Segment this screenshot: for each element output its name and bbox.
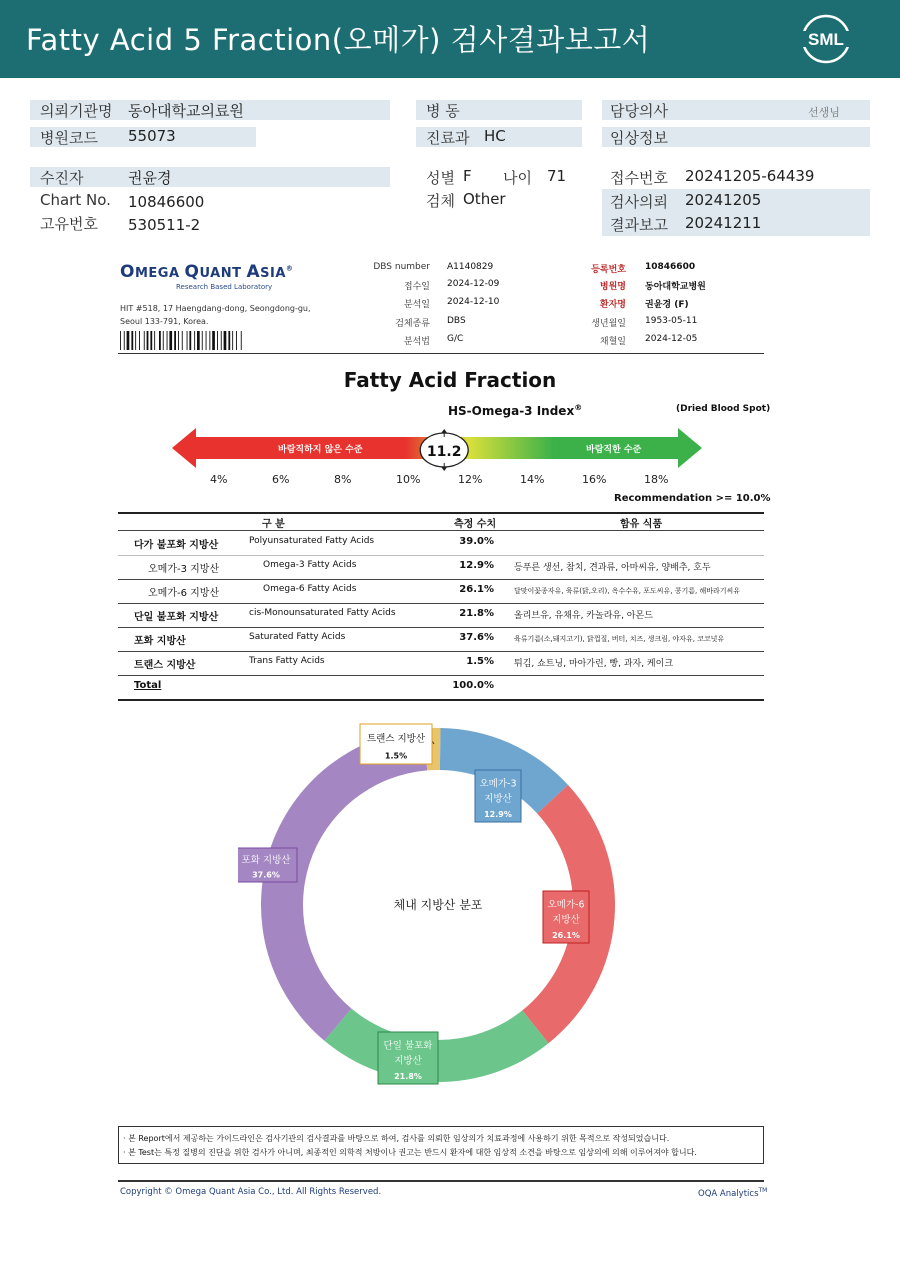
request-label: 검사의뢰 <box>610 193 668 211</box>
hospital-code-label: 병원코드 <box>40 129 98 147</box>
doctor-suffix: 선생님 <box>808 106 840 119</box>
brand: OQA Analytics™ <box>698 1187 768 1199</box>
barcode-bar <box>241 331 242 350</box>
copyright: Copyright © Omega Quant Asia Co., Ltd. All Rights Reserved. <box>120 1187 382 1197</box>
gauge-tick-label: 18% <box>644 473 669 486</box>
table-row <box>118 603 764 627</box>
barcode-bar <box>169 331 172 350</box>
row-english-name: Saturated Fatty Acids <box>249 632 346 642</box>
dept-value: HC <box>484 127 506 145</box>
row-english-name: Polyunsaturated Fatty Acids <box>249 536 375 546</box>
meta-left-label: 접수일 <box>403 282 430 292</box>
meta-right-value: 10846600 <box>645 262 696 272</box>
meta-left-value: 2024-12-09 <box>447 279 500 289</box>
table-top-line <box>118 512 764 514</box>
row-value: 37.6% <box>459 632 494 643</box>
meta-right-value: 2024-12-05 <box>645 334 698 344</box>
sex-value: F <box>463 167 472 185</box>
gauge-tick-label: 6% <box>272 473 290 486</box>
receipt-label: 접수번호 <box>610 169 668 187</box>
barcode-bar <box>194 331 195 350</box>
slice-name: 오메가-3 <box>479 778 517 790</box>
id-value: 530511-2 <box>128 216 201 234</box>
meta-right-label: 등록번호 <box>591 265 626 275</box>
donut-slice-label <box>378 1032 438 1084</box>
donut-slice-label <box>360 724 432 764</box>
meta-right-label: 환자명 <box>599 300 626 310</box>
row-value: 26.1% <box>459 584 494 595</box>
clinical-label: 임상정보 <box>610 129 668 147</box>
barcode-bar <box>131 331 133 350</box>
fatty-acid-distribution-chart <box>238 700 638 1100</box>
meta-right-value: 권윤경 (F) <box>645 300 689 310</box>
gauge-tick-label: 14% <box>520 473 545 486</box>
barcode-bar <box>135 331 136 350</box>
barcode-bar <box>224 331 227 350</box>
name-bar <box>30 167 390 187</box>
barcode-bar <box>202 331 203 350</box>
omega3-index-gauge <box>170 424 710 476</box>
row-value: 21.8% <box>459 608 494 619</box>
name-label: 수진자 <box>40 169 84 187</box>
row-category: 오메가-3 지방산 <box>148 564 220 575</box>
slice-name: 지방산 <box>552 914 580 926</box>
row-category: 포화 지방산 <box>134 636 186 647</box>
row-category: Total <box>134 680 162 691</box>
row-value: 100.0% <box>452 680 494 691</box>
barcode-bar <box>163 331 164 350</box>
row-english-name: Omega-3 Fatty Acids <box>263 560 357 570</box>
gauge-left-text: 바람직하지 않은 수준 <box>278 445 363 455</box>
slice-name: 단일 불포화 <box>383 1040 433 1052</box>
slice-name: 지방산 <box>484 793 512 805</box>
gauge-tick-label: 8% <box>334 473 352 486</box>
row-foods: 달맞이꽃종자유, 육류(닭,오리), 옥수수유, 포도씨유, 콩기름, 해바라기씨유 <box>514 587 741 595</box>
table-header-category: 구 분 <box>262 519 285 530</box>
row-value: 1.5% <box>466 656 494 667</box>
slice-value: 21.8% <box>394 1071 422 1081</box>
disclaimer-line-1: · 본 Report에서 제공하는 가이드라인은 검사기관의 검사결과를 바탕으로 하여, 검사를 의뢰한 임상의가 치료과정에 사용하기 위한 목적으로 작성되었습니다. <box>123 1134 670 1143</box>
barcode-bar <box>147 331 149 350</box>
institution-value: 동아대학교의료원 <box>128 102 244 120</box>
barcode-bar <box>139 331 140 350</box>
lab-address <box>120 302 311 328</box>
donut-slice-label <box>543 891 589 943</box>
sml-logo-text: SML <box>808 30 844 49</box>
row-foods: 등푸른 생선, 참치, 견과류, 아마씨유, 양배추, 호두 <box>514 563 711 573</box>
specimen-value: Other <box>463 190 506 208</box>
row-category: 다가 불포화 지방산 <box>134 540 219 551</box>
gauge-right-text: 바람직한 수준 <box>586 445 642 455</box>
barcode-bar <box>150 331 152 350</box>
ward-label: 병 동 <box>426 102 460 120</box>
meta-right-value: 동아대학교병원 <box>645 282 706 292</box>
barcode-bar <box>221 331 222 350</box>
report-title: Fatty Acid 5 Fraction(오메가) 검사결과보고서 <box>26 23 651 57</box>
row-foods: 튀김, 쇼트닝, 마아가린, 빵, 과자, 케이크 <box>514 659 674 669</box>
meta-left-label: DBS number <box>373 262 430 272</box>
disclaimer-box <box>118 1126 764 1164</box>
donut-slice-label <box>475 770 521 822</box>
barcode-bar <box>178 331 179 350</box>
meta-left-value: A1140829 <box>447 262 494 272</box>
barcode-bar <box>154 331 155 350</box>
row-category: 오메가-6 지방산 <box>148 588 220 599</box>
gauge-tick-label: 16% <box>582 473 607 486</box>
slice-value: 26.1% <box>552 930 580 940</box>
barcode-bar <box>217 331 218 350</box>
meta-left-label: 분석일 <box>403 300 430 310</box>
slice-name: 포화 지방산 <box>241 855 291 867</box>
id-label: 고유번호 <box>40 215 98 233</box>
barcode-bar <box>182 331 183 350</box>
meta-left-value: G/C <box>447 334 464 344</box>
barcode-bar <box>167 331 168 350</box>
age-label: 나이 <box>503 169 532 187</box>
meta-right-label: 생년월일 <box>591 319 626 329</box>
barcode-bar <box>120 331 121 350</box>
barcode-bar <box>124 331 125 350</box>
slice-value: 1.5% <box>384 751 408 761</box>
meta-right-label: 병원명 <box>599 282 626 292</box>
table-header-food: 함유 식품 <box>620 519 663 530</box>
table-row <box>118 675 764 699</box>
sml-logo <box>800 13 852 65</box>
barcode-bar <box>232 331 233 350</box>
row-english-name: Trans Fatty Acids <box>249 656 325 666</box>
row-english-name: cis-Monounsaturated Fatty Acids <box>249 608 396 618</box>
row-value: 39.0% <box>459 536 494 547</box>
row-value: 12.9% <box>459 560 494 571</box>
section-title: Fatty Acid Fraction <box>343 368 557 392</box>
barcode-bar <box>236 331 237 350</box>
report-label: 결과보고 <box>610 216 668 234</box>
hospital-code-value: 55073 <box>128 127 176 145</box>
slice-value: 37.6% <box>252 870 280 880</box>
barcode-bar <box>209 331 210 350</box>
row-foods: 육류기름(소,돼지고기), 닭껍질, 버터, 치즈, 생크림, 야자유, 코코넛유 <box>514 635 725 643</box>
table-row <box>118 531 764 555</box>
lab-name: OMEGA QUANT ASIA® <box>120 262 294 282</box>
row-category: 단일 불포화 지방산 <box>134 612 219 623</box>
footer-divider <box>118 1180 764 1182</box>
table-row <box>118 651 764 675</box>
dept-label: 진료과 <box>426 129 470 147</box>
doctor-label: 담당의사 <box>610 102 668 120</box>
report-value: 20241211 <box>685 214 762 232</box>
barcode-bar <box>197 331 200 350</box>
donut-slice <box>261 729 427 1041</box>
donut-center-label: 체내 지방산 분포 <box>393 898 483 912</box>
barcode-bar <box>189 331 191 350</box>
meta-left-label: 검체종류 <box>395 319 430 329</box>
meta-left-label: 분석법 <box>403 337 430 347</box>
meta-left-value: DBS <box>447 316 466 326</box>
specimen-label: 검체 <box>426 192 455 210</box>
barcode-bar <box>228 331 230 350</box>
divider-top <box>118 353 764 354</box>
table-row <box>118 579 764 603</box>
meta-left-value: 2024-12-10 <box>447 297 500 307</box>
barcode-bar <box>127 331 130 350</box>
table-header-value: 측정 수치 <box>454 519 497 530</box>
name-value: 권윤경 <box>128 169 172 187</box>
row-english-name: Omega-6 Fatty Acids <box>263 584 357 594</box>
sex-label: 성별 <box>426 169 455 187</box>
barcode-bar <box>174 331 176 350</box>
table-row <box>118 555 764 579</box>
institution-label: 의뢰기관명 <box>40 102 113 120</box>
barcode-bar <box>187 331 188 350</box>
slice-name: 오메가-6 <box>547 899 585 911</box>
gauge-tick-label: 10% <box>396 473 421 486</box>
meta-right-value: 1953-05-11 <box>645 316 698 326</box>
slice-name: 지방산 <box>394 1055 422 1067</box>
receipt-value: 20241205-64439 <box>685 167 815 185</box>
index-title: HS-Omega-3 Index® <box>448 403 583 418</box>
barcode-bar <box>206 331 207 350</box>
disclaimer-line-2: · 본 Test는 특정 질병의 진단을 위한 검사가 아니며, 최종적인 의학적 처방이나 권고는 반드시 환자에 대한 임상적 소견을 바탕으로 임상의에 의해 이루어져야 합니다. <box>123 1148 697 1157</box>
slice-value: 12.9% <box>484 809 512 819</box>
gauge-marker <box>420 429 468 471</box>
lab-address-line2: Seoul 133-791, Korea. <box>120 317 209 326</box>
gauge-tick-label: 12% <box>458 473 483 486</box>
barcode-bar <box>159 331 161 350</box>
dbs-label: (Dried Blood Spot) <box>676 404 771 414</box>
recommendation: Recommendation >= 10.0% <box>614 493 771 504</box>
table-row <box>118 627 764 651</box>
gauge-tick-label: 4% <box>210 473 228 486</box>
chart-value: 10846600 <box>128 193 205 211</box>
gauge-value: 11.2 <box>426 444 462 460</box>
slice-name: 트랜스 지방산 <box>366 733 426 745</box>
lab-subtitle: Research Based Laboratory <box>176 283 273 291</box>
barcode-bar <box>212 331 215 350</box>
row-category: 트랜스 지방산 <box>134 660 196 671</box>
request-value: 20241205 <box>685 191 762 209</box>
barcode <box>120 331 242 350</box>
report-header <box>0 0 900 78</box>
donut-slice-label <box>238 848 297 882</box>
meta-right-label: 채혈일 <box>599 337 626 347</box>
chart-label: Chart No. <box>40 191 111 209</box>
age-value: 71 <box>547 167 567 185</box>
row-foods: 올리브유, 유채유, 카놀라유, 아몬드 <box>514 611 653 621</box>
barcode-bar <box>144 331 145 350</box>
lab-address-line1: HIT #518, 17 Haengdang-dong, Seongdong-gu, <box>120 304 311 313</box>
